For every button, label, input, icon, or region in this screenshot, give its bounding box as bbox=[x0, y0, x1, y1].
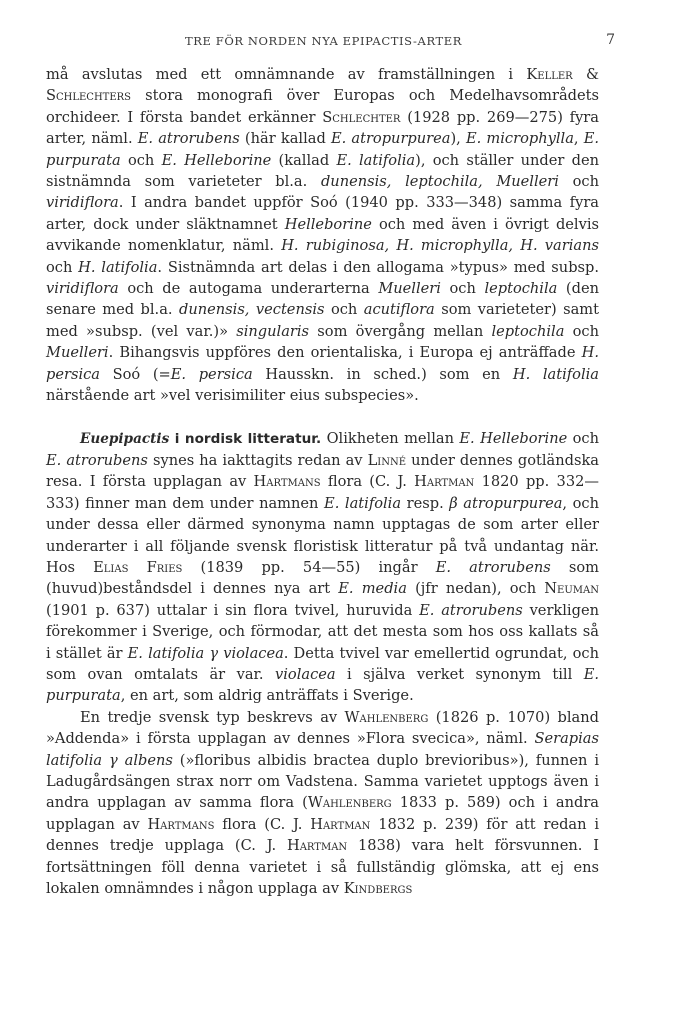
italic-run: Serapias latifolia γ albens bbox=[46, 730, 599, 769]
text-run: och bbox=[324, 301, 364, 319]
text-run: , en art, som aldrig anträffats i Sverige. bbox=[120, 687, 414, 705]
text-run: 1832 p. 239) för att redan i dennes tredje upplaga (C. J. bbox=[46, 815, 599, 855]
text-run: (1928 pp. 269—275) fyra arter, näml. bbox=[46, 108, 599, 148]
italic-run: β atropurpurea bbox=[449, 494, 563, 512]
author-name: Kindbergs bbox=[343, 880, 413, 898]
author-name: Schlechters bbox=[46, 87, 132, 105]
text-run: och bbox=[120, 151, 162, 169]
text-run: , och under dessa eller därmed synonyma namn upptagas de som arter eller underarter i all följande svensk floristisk litteratur på två undantag när. Hos bbox=[46, 494, 599, 576]
author-name: Neuman bbox=[544, 580, 599, 598]
italic-run: E. atropurpurea bbox=[330, 130, 451, 148]
text-run: flora (C. J. bbox=[320, 473, 415, 491]
italic-run: singularis bbox=[236, 322, 310, 340]
text-run: som (huvud)beståndsdel i dennes nya art bbox=[46, 558, 599, 598]
author-name: Hartman bbox=[310, 815, 371, 833]
author-name: Keller bbox=[526, 66, 573, 83]
text-run: flora (C. J. bbox=[214, 815, 311, 833]
italic-run: Muelleri bbox=[46, 344, 109, 362]
text-run: & bbox=[572, 66, 599, 83]
text-run: (1826 p. 1070) bland »Addenda» i första upplagan av dennes »Flora svecica», näml. bbox=[46, 708, 599, 748]
italic-run: E. atrorubens bbox=[435, 558, 551, 576]
italic-run: acutiflora bbox=[363, 301, 435, 319]
text-run: må avslutas med ett omnämnande av framställningen i bbox=[46, 66, 527, 83]
text-run: . Detta tvivel var emellertid ogrundat, och som ovan omtalats är var. bbox=[46, 644, 599, 683]
text-run: 1820 pp. 332—333) finner man dem under namnen bbox=[46, 473, 599, 512]
italic-run: E. purpurata bbox=[46, 130, 599, 169]
text-run: (här kallad bbox=[239, 130, 331, 148]
italic-run: viridiflora bbox=[46, 194, 119, 212]
italic-run: Helleborine bbox=[284, 215, 372, 233]
text-run: närstående art »vel verisimiliter eius subspecies». bbox=[46, 387, 419, 405]
italic-run: dunensis, vectensis bbox=[178, 301, 325, 319]
text-run: (jfr nedan), och bbox=[406, 580, 545, 598]
section-heading: Euepipactis bbox=[80, 430, 170, 447]
italic-run: E. latifolia bbox=[324, 494, 402, 512]
italic-run: E. atrorubens bbox=[419, 601, 523, 619]
text-run: Olikheten mellan bbox=[321, 429, 460, 447]
text-run: och bbox=[567, 429, 599, 447]
author-name: Wahlenberg bbox=[344, 708, 429, 726]
italic-run: H. latifolia bbox=[78, 258, 158, 276]
italic-run: E. Helleborine bbox=[161, 151, 272, 169]
text-run: stora monografi över Europas och Medelhavsområdets orchideer. I första bandet erkänner bbox=[46, 87, 599, 126]
italic-run: viridiflora bbox=[46, 280, 119, 298]
italic-run: H. rubiginosa, H. microphylla, H. varians bbox=[281, 237, 599, 255]
text-run: Soó (= bbox=[100, 365, 171, 383]
author-name: Hartmans bbox=[253, 473, 321, 491]
text-run: under dennes gotländska resa. I första upplagan av bbox=[46, 451, 599, 491]
italic-run: Muelleri bbox=[378, 280, 441, 298]
paragraph-keller-schlechter bbox=[46, 64, 599, 407]
author-name: Wahlenberg bbox=[307, 794, 392, 812]
italic-run: dunensis, leptochila, Muelleri bbox=[320, 173, 559, 191]
paragraph-nordic-literature bbox=[46, 428, 599, 707]
text-run: och bbox=[440, 280, 485, 298]
text-run: (kallad bbox=[271, 151, 337, 169]
text-run: 1838) vara helt försvunnen. I fortsättningen föll denna varietet i så fullständig glömska, att ej ens lokalen omnämndes i någon upplaga av bbox=[46, 837, 599, 898]
author-name: Hartmans bbox=[147, 815, 215, 833]
text-run: . Bihangsvis uppföres den orientaliska, i Europa ej anträffade bbox=[108, 344, 582, 362]
text-run: 1833 p. 589) och i andra upplagan av bbox=[46, 794, 600, 833]
italic-run: H. persica bbox=[46, 344, 599, 383]
italic-run: E. atrorubens bbox=[46, 451, 148, 469]
text-run: (1901 p. 637) uttalar i sin flora tvivel, huruvida bbox=[46, 601, 420, 619]
author-name: Hartman bbox=[286, 837, 348, 855]
text-run: verkligen förekommer i Sverige, och förmodar, att det mesta som hos oss kallats så i stället är bbox=[46, 601, 599, 662]
italic-run: E. latifolia γ violacea bbox=[127, 644, 284, 662]
text-run: (1839 pp. 54—55) ingår bbox=[182, 558, 436, 576]
author-name: Schlechter bbox=[322, 108, 401, 126]
italic-run: leptochila bbox=[491, 322, 565, 340]
author-name: Elias Fries bbox=[93, 558, 183, 576]
text-run: och bbox=[46, 258, 79, 276]
text-run: synes ha iakttagits redan av bbox=[147, 451, 368, 469]
author-name: Linné bbox=[367, 451, 407, 469]
italic-run: E. Helleborine bbox=[459, 429, 568, 447]
text-run: . Sistnämnda art delas i den allogama »typus» med subsp. bbox=[157, 258, 600, 276]
italic-run: violacea bbox=[275, 665, 336, 683]
text-run: (»floribus albidis bractea duplo brevioribus»), funnen i Ladugårdsängen strax norr om Vadstena. Samma varietet upptogs även i andra upplagan av samma flora ( bbox=[46, 751, 599, 812]
italic-run: E. atrorubens bbox=[137, 130, 240, 148]
text-run: som övergång mellan bbox=[309, 322, 492, 340]
text-run: i själva verket synonym till bbox=[335, 665, 584, 683]
section-heading: i nordisk litteratur. bbox=[169, 430, 322, 447]
text-run: och de autogama underarterna bbox=[118, 280, 379, 298]
author-name: Hartman bbox=[414, 473, 475, 491]
italic-run: leptochila bbox=[484, 280, 558, 298]
text-run: (den senare med bl.a. bbox=[46, 280, 599, 319]
italic-run: E. purpurata bbox=[46, 665, 599, 705]
text-run: Hausskn. in sched.) som en bbox=[252, 365, 513, 383]
italic-run: E. latifolia bbox=[336, 151, 416, 169]
text-run: och med även i övrigt delvis avvikande nomenklatur, näml. bbox=[46, 215, 599, 255]
paragraph-wahlenberg bbox=[46, 707, 599, 900]
text-run: , bbox=[573, 130, 584, 148]
text-run: som varieteter) samt med »subsp. (vel var.)» bbox=[46, 301, 600, 340]
italic-run: E. media bbox=[338, 580, 407, 598]
italic-run: H. latifolia bbox=[512, 365, 599, 383]
italic-run: E. microphylla bbox=[465, 130, 574, 148]
text-run: och bbox=[564, 322, 600, 340]
page-number: 7 bbox=[606, 32, 615, 48]
italic-run: E. persica bbox=[170, 365, 253, 383]
text-run: ), och ställer under den sistnämnda som varieteter bl.a. bbox=[46, 151, 599, 191]
running-head: TRE FÖR NORDEN NYA EPIPACTIS-ARTER bbox=[184, 34, 463, 48]
text-run: resp. bbox=[401, 494, 450, 512]
text-run: . I andra bandet uppför Soó (1940 pp. 333—348) samma fyra arter, dock under släktnamnet bbox=[46, 194, 599, 233]
text-run: och bbox=[558, 173, 599, 191]
body-text bbox=[46, 64, 599, 899]
text-run: En tredje svensk typ beskrevs av bbox=[80, 708, 345, 726]
text-run: ), bbox=[450, 130, 466, 148]
page-header bbox=[46, 32, 615, 54]
